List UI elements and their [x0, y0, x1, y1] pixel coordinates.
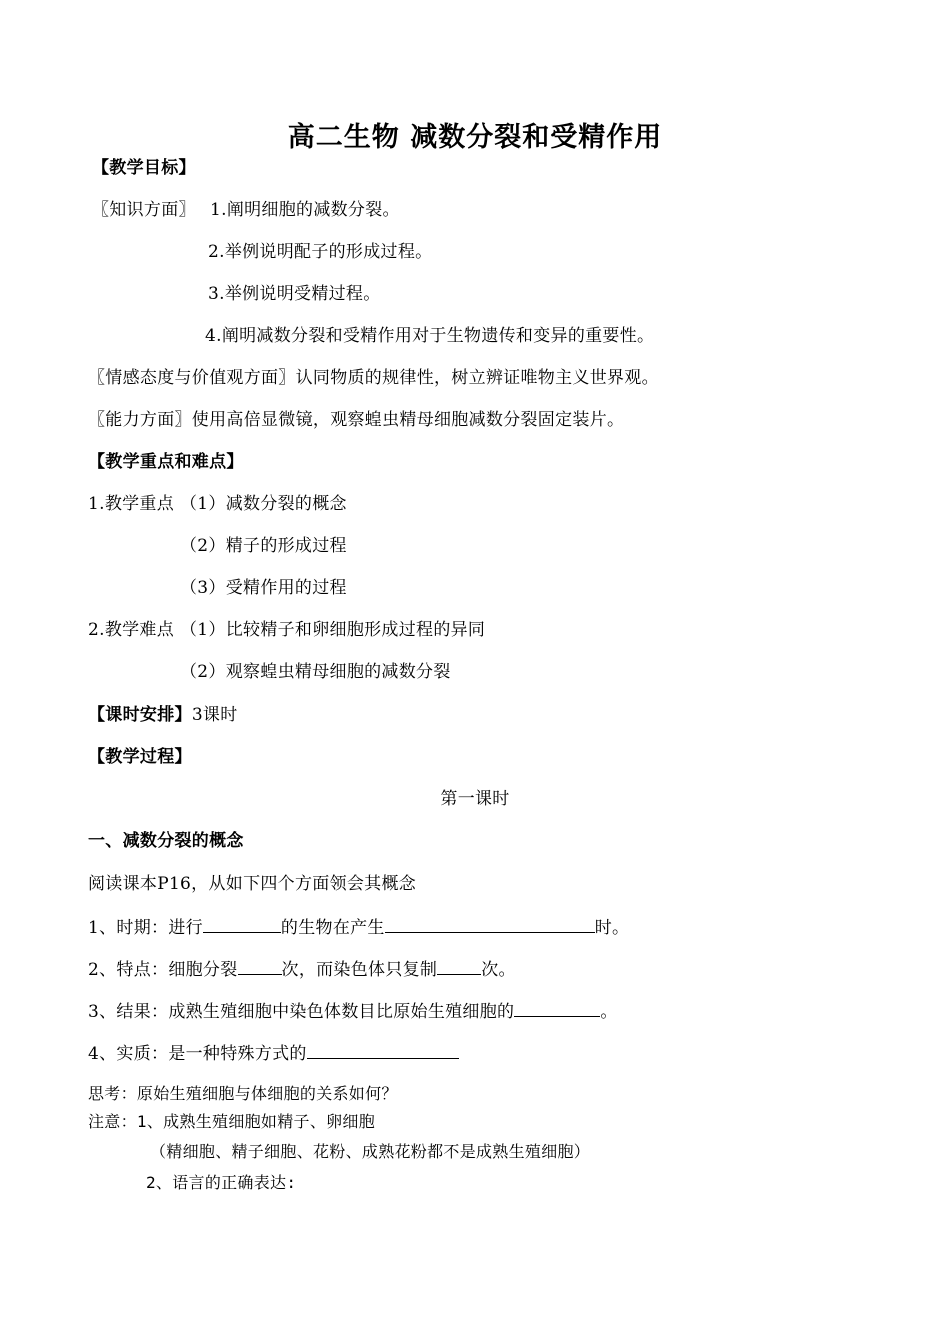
knowledge-item-4: 4.阐明减数分裂和受精作用对于生物遗传和变异的重要性。 — [205, 326, 655, 346]
key-points-heading: 【教学重点和难点】 — [88, 452, 244, 472]
concept-item-1-a: 1、时期：进行 — [88, 918, 203, 938]
concept-item-3 — [88, 999, 618, 1023]
think-question: 思考：原始生殖细胞与体细胞的关系如何？ — [88, 1084, 398, 1103]
focus-item-2: （2）精子的形成过程 — [180, 536, 347, 556]
answer-blank-4[interactable] — [437, 957, 481, 975]
lesson-title: 第一课时 — [440, 789, 510, 809]
concept-item-1-c: 时。 — [594, 918, 630, 938]
concept-item-2-c: 次。 — [481, 960, 516, 980]
concept-item-4-a: 4、实质：是一种特殊方式的 — [88, 1044, 307, 1064]
schedule-line — [88, 704, 238, 726]
focus-item-3: （3）受精作用的过程 — [180, 578, 347, 598]
concept-item-3-a: 3、结果：成熟生殖细胞中染色体数目比原始生殖细胞的 — [88, 1002, 515, 1022]
answer-blank-5[interactable] — [514, 999, 600, 1017]
note-1-parenthetical: （精细胞、精子细胞、花粉、成熟花粉都不是成熟生殖细胞） — [150, 1142, 591, 1161]
concept-item-2-a: 2、特点：细胞分裂 — [88, 960, 238, 980]
knowledge-label: 〖知识方面〗 — [92, 200, 196, 220]
answer-blank-6[interactable] — [307, 1041, 459, 1059]
ability-objective: 〖能力方面〗使用高倍显微镜，观察蝗虫精母细胞减数分裂固定装片。 — [88, 410, 625, 430]
note-1: 注意：1、成熟生殖细胞如精子、卵细胞 — [88, 1112, 376, 1131]
answer-blank-3[interactable] — [238, 957, 282, 975]
objectives-heading: 【教学目标】 — [92, 158, 196, 178]
concept-item-2 — [88, 957, 516, 981]
knowledge-item-1: 1.阐明细胞的减数分裂。 — [210, 200, 400, 220]
difficulty-item-1: （1）比较精子和卵细胞形成过程的异同 — [180, 620, 486, 640]
emotion-objective: 〖情感态度与价值观方面〗认同物质的规律性，树立辨证唯物主义世界观。 — [88, 368, 659, 388]
knowledge-item-3: 3.举例说明受精过程。 — [208, 284, 381, 304]
answer-blank-1[interactable] — [203, 915, 281, 933]
answer-blank-2[interactable] — [385, 915, 595, 933]
concept-item-3-c: 。 — [600, 1002, 618, 1022]
concept-item-2-b: 次，而染色体只复制 — [281, 960, 438, 980]
concept-item-1 — [88, 915, 629, 939]
intro-text: 阅读课本P16，从如下四个方面领会其概念 — [88, 874, 417, 894]
note-2: 2、语言的正确表达: — [146, 1173, 297, 1192]
schedule-value: 3课时 — [191, 705, 238, 725]
schedule-heading: 【课时安排】 — [88, 705, 192, 725]
section-title: 一、减数分裂的概念 — [88, 831, 244, 851]
concept-item-4 — [88, 1041, 459, 1065]
difficulty-item-2: （2）观察蝗虫精母细胞的减数分裂 — [180, 662, 451, 682]
focus-item-1: （1）减数分裂的概念 — [180, 494, 347, 514]
concept-item-1-b: 的生物在产生 — [280, 918, 385, 938]
document-title: 高二生物 减数分裂和受精作用 — [287, 122, 663, 153]
focus-label: 1.教学重点 — [88, 494, 175, 514]
difficulty-label: 2.教学难点 — [88, 620, 175, 640]
process-heading: 【教学过程】 — [88, 747, 192, 767]
knowledge-item-2: 2.举例说明配子的形成过程。 — [208, 242, 433, 262]
